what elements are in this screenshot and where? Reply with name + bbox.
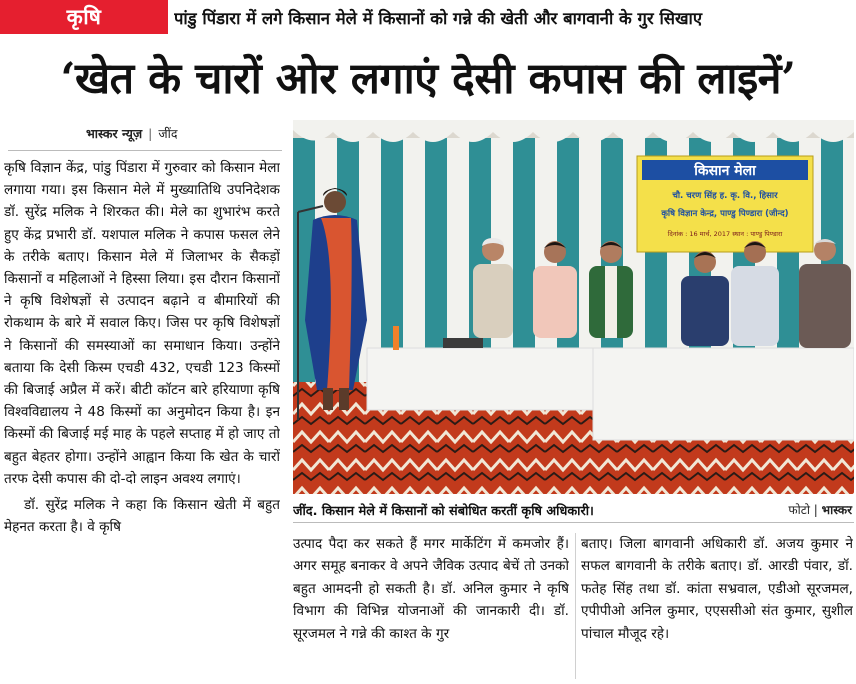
column-divider (575, 533, 576, 679)
byline-agency: भास्कर न्यूज़ (86, 125, 143, 141)
article-column-middle: उत्पाद पैदा कर सकते हैं मगर मार्केटिंग में कमजोर हैं। अगर समूह बनाकर वे अपने जैविक उत्पाद बेचें तो उनको बहुत आमदनी हो सकती है। डॉ. अनिल कुमार ने कृषि विभाग की विभिन्न योजनाओं की जानकारी दी। डॉ. सूरजमल ने गन्ने की काश्त के गुर (293, 536, 569, 642)
article-column-left (4, 157, 280, 677)
article-column-right: बताए। जिला बागवानी अधिकारी डॉ. अजय कुमार ने सफल बागवानी के तरीके बताए। डॉ. आरडी पंवार, डॉ. फतेह सिंह तथा डॉ. कांता सभ्रवाल, एडीओ सूरजमल, एपीपीओ अनिल कुमार, एएससीओ संत कुमार, सुशील पांचाल मौजूद रहे। (581, 536, 853, 642)
banner-line-3: दिनांक : 16 मार्च, 2017 स्थान : पाण्डु पिण्डारा (667, 230, 783, 238)
banner-title: किसान मेला (694, 163, 756, 179)
banner-line-2: कृषि विज्ञान केन्द्र, पाण्डु पिण्डारा (जीन्द) (661, 209, 789, 219)
section-label: कृषि (0, 0, 168, 34)
byline (86, 123, 178, 143)
article-paragraph: कृषि विज्ञान केंद्र, पांडु पिंडारा में गुरुवार को किसान मेला लगाया गया। इस किसान मेले में मुख्यातिथि उपनिदेशक डॉ. सुरेंद्र मलिक ने शिरकत की। मेले का शुभारंभ करते हुए केंद्र प्रभारी डॉ. यशपाल मलिक ने कपास फसल लेने के तरीके बताए। किसान मेले में जिलाभर के सैकड़ों किसानों व महिलाओं ने हिस्सा लिया। इस दौरान किसानों ने कृषि विशेषज्ञों से उत्पादन बढ़ाने व बीमारियों की रोकथाम के बारे में सवाल किए। जिस पर कृषि विशेषज्ञों ने किसानों की समस्याओं का समाधान किया। उन्होंने बताया कि देसी किस्म एचडी 432, एचडी 123 किस्मों की बिजाई अप्रैल में करें। बीटी कॉटन बारे हरियाणा कृषि विश्वविद्यालय ने 48 किस्मों का अनुमोदन किया है। इन किस्मों की बिजाई मई माह के पहले सप्ताह में हो जाए तो बहुत बेहतर होगा। उन्होंने आह्वान किया कि खेत के चारों तरफ देसी कपास की दो-दो लाइन अवश्य लगाएं। (4, 160, 280, 487)
byline-rule (8, 150, 282, 151)
photo-credit-name: भास्कर (821, 503, 852, 517)
banner-line-1: चौ. चरण सिंह ह. कृ. वि., हिसार (672, 191, 778, 201)
byline-separator: | (148, 125, 153, 141)
photo-caption-bar (293, 497, 854, 523)
main-headline: ‘खेत के चारों ओर लगाएं देसी कपास की लाइनें’ (60, 53, 796, 104)
photo-credit (788, 501, 854, 518)
article-paragraph: डॉ. सुरेंद्र मलिक ने कहा कि किसान खेती में बहुत मेहनत करता है। वे कृषि (4, 497, 280, 536)
photo-credit-label: फोटो (788, 503, 810, 517)
event-photo (293, 120, 854, 494)
photo-credit-separator: | (813, 503, 818, 517)
byline-city: जींद (158, 125, 178, 141)
kicker-headline: पांडु पिंडारा में लगे किसान मेले में किसानों को गन्ने की खेती और बागवानी के गुर सिखाए (174, 8, 703, 28)
photo-caption: जींद. किसान मेले में किसानों को संबोधित करतीं कृषि अधिकारी। (293, 503, 594, 519)
